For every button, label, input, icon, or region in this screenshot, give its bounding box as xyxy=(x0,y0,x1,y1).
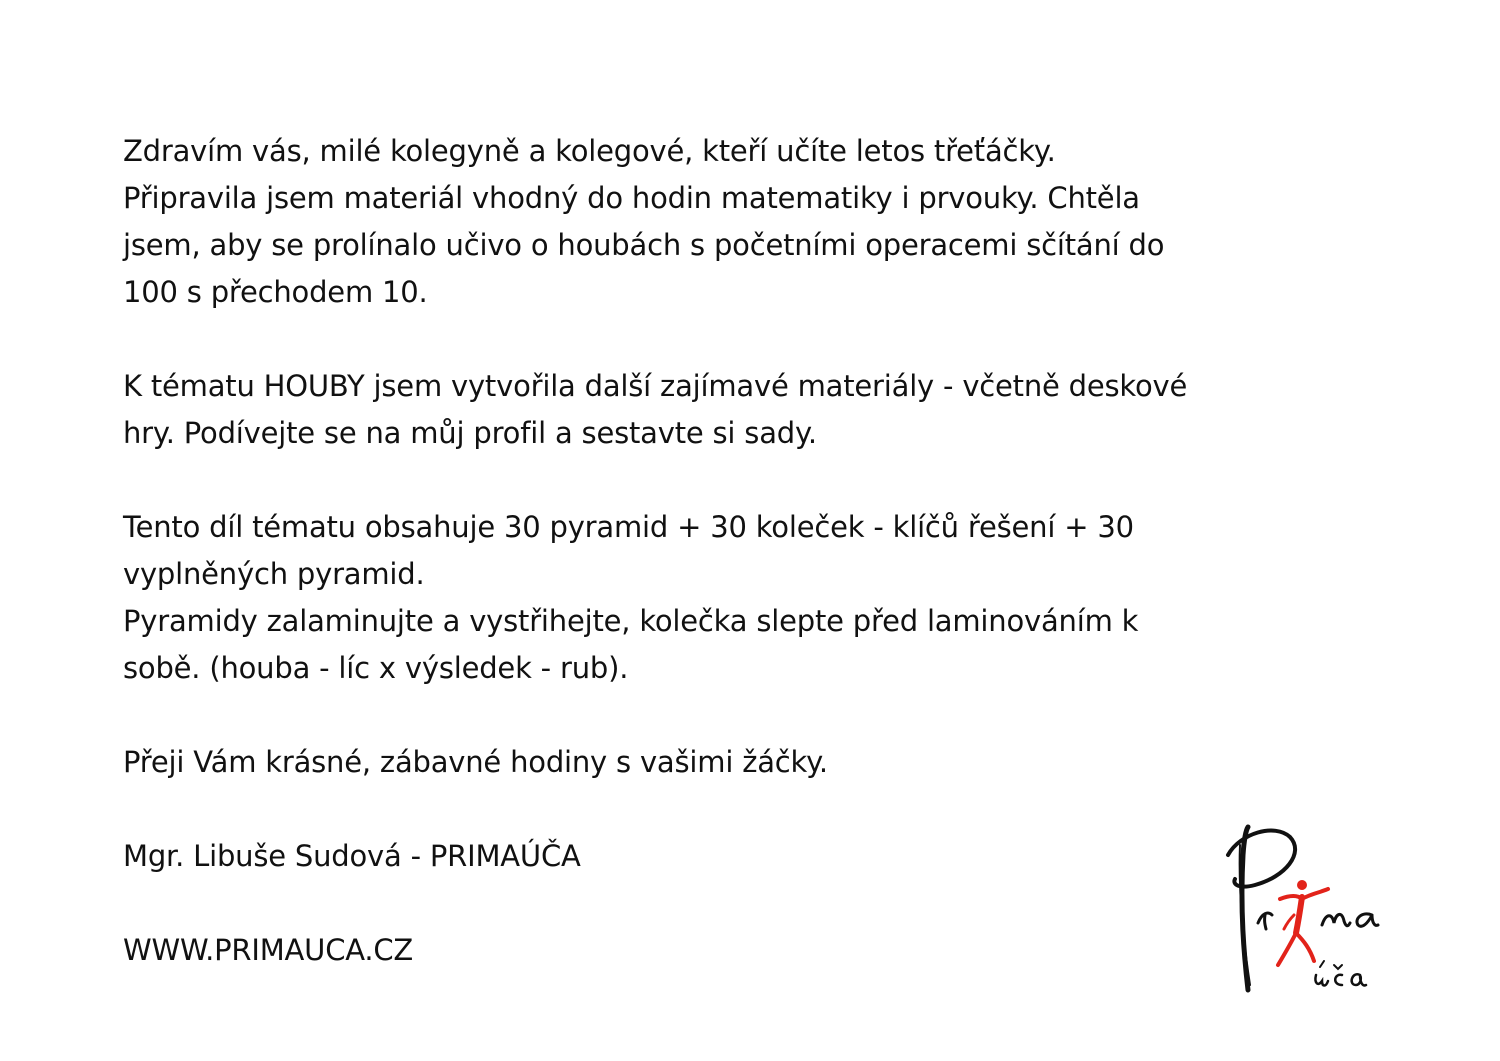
paragraph-greeting xyxy=(123,128,1363,316)
dancer-figure-icon xyxy=(1278,880,1328,965)
paragraph-contents xyxy=(123,504,1363,692)
text-line: 100 s přechodem 10. xyxy=(123,275,428,309)
letter-body xyxy=(123,128,1363,1021)
text-line: vyplněných pyramid. xyxy=(123,557,425,591)
signature-text: Mgr. Libuše Sudová - PRIMAÚČA xyxy=(123,839,581,873)
text-line: hry. Podívejte se na můj profil a sestavte si sady. xyxy=(123,416,817,450)
website xyxy=(123,927,1363,974)
text-line: Pyramidy zalaminujte a vystřihejte, kolečka slepte před laminováním k xyxy=(123,604,1139,638)
text-line: Přeji Vám krásné, zábavné hodiny s vašimi žáčky. xyxy=(123,745,828,779)
text-line: Připravila jsem materiál vhodný do hodin matematiky i prvouky. Chtěla xyxy=(123,181,1140,215)
signature xyxy=(123,833,1363,880)
paragraph-wishes xyxy=(123,739,1363,786)
text-line: Tento díl tématu obsahuje 30 pyramid + 30 koleček - klíčů řešení + 30 xyxy=(123,510,1134,544)
text-line: K tématu HOUBY jsem vytvořila další zajímavé materiály - včetně deskové xyxy=(123,369,1188,403)
text-line: jsem, aby se prolínalo učivo o houbách s početními operacemi sčítání do xyxy=(123,228,1165,262)
text-line: sobě. (houba - líc x výsledek - rub). xyxy=(123,651,629,685)
text-line: Zdravím vás, milé kolegyně a kolegové, kteří učíte letos třeťáčky. xyxy=(123,134,1056,168)
paragraph-topic xyxy=(123,363,1363,457)
primauca-logo xyxy=(1210,815,1390,1000)
website-text: WWW.PRIMAUCA.CZ xyxy=(123,933,414,967)
